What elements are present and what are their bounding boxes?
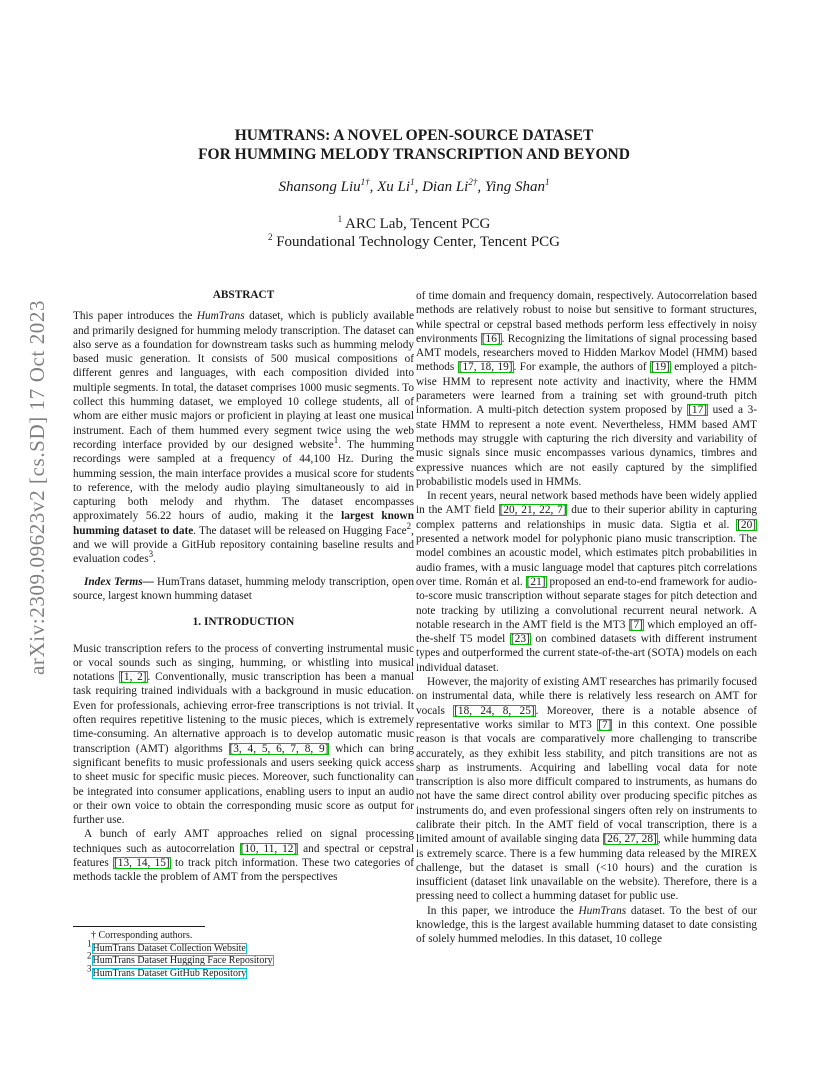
title-line-2: FOR HUMMING MELODY TRANSCRIPTION AND BEYOND: [198, 146, 630, 163]
body-paragraph: In this paper, we introduce the HumTrans dataset. To the best of our knowledge, this is the largest available humming dataset to date consisting of solely hummed melodies. In this dataset, 10 college: [416, 904, 757, 946]
author-affil-mark: 1: [410, 177, 415, 187]
author-affil-mark: 1†: [360, 177, 370, 187]
affiliation-mark: 2: [267, 232, 273, 242]
footnotes: [73, 926, 414, 980]
citation-link[interactable]: [20]: [737, 518, 756, 531]
title-line-1: HUMTRANS: A NOVEL OPEN-SOURCE DATASET: [234, 127, 594, 144]
citation-link[interactable]: [7]: [629, 618, 643, 631]
author-affil-mark: 1: [544, 177, 550, 187]
citation-link[interactable]: [16]: [481, 332, 501, 345]
dataset-name: HumTrans: [578, 904, 627, 917]
author-name: Dian Li: [422, 179, 469, 195]
affiliation-mark: 1: [337, 214, 343, 224]
index-terms: Index Terms— HumTrans dataset, humming melody transcription, open source, largest known humming dataset: [73, 575, 414, 602]
author-name: Ying Shan: [484, 179, 545, 195]
emphasis-text: largest known humming dataset to date: [73, 510, 414, 537]
footnote-1: $^1$HumTrans Dataset Collection Website: [87, 938, 246, 954]
citation-link[interactable]: [10, 11, 12]: [240, 842, 298, 855]
citation-link[interactable]: [13, 14, 15]: [114, 856, 170, 869]
affiliation-text: ARC Lab, Tencent PCG: [345, 216, 491, 232]
footnote-corresponding: † Corresponding authors.: [91, 930, 193, 941]
index-terms-label: Index Terms—: [84, 575, 154, 588]
citation-link[interactable]: [7]: [598, 718, 612, 731]
author-affil-mark: 2†: [468, 177, 478, 187]
citation-link[interactable]: [21]: [526, 575, 546, 588]
intro-paragraph: A bunch of early AMT approaches relied on signal processing techniques such as autocorrelation [10, 11, 12] and spectral or cepstral features [13, 14, 15] to track pitch information. These two categories of methods tackle the problem of AMT from the perspectives: [73, 828, 414, 884]
citation-link[interactable]: [17, 18, 19]: [458, 361, 513, 374]
footnote-mark[interactable]: 2: [406, 520, 412, 531]
abstract-text: This paper introduces the HumTrans dataset, which is publicly available and primarily designed for humming melody transcription. The dataset can also serve as a foundation for downstream tasks such as humming melody based music generation. It consists of 500 musical compositions of different genres and languages, with each composition divided into multiple segments. In total, the dataset comprises 1000 music segments. To collect this humming dataset, we employed 10 college students, all of whom are either music majors or proficient in playing at least one musical instrument. Each of them hummed every segment twice using the web recording interface provided by our designed website$^1$. The humming recordings were sampled at a frequency of 44,100 Hz. During the humming session, the main interface provides a musical score for students to reference, with the melody audio playing simultaneously to aid in capturing both melody and rhythm. The dataset encompasses approximately 56.22 hours of audio, making it the largest known humming dataset to date. The dataset will be released on Hugging Face$^2$, and we will provide a GitHub repository containing baseline results and evaluation codes$^3$.: [73, 310, 415, 566]
intro-paragraph: Music transcription refers to the process of converting instrumental music or vocal sounds such as singing, humming, or whistling into musical notations [1, 2]. Conventionally, music transcription has been a manual task requiring trained individuals with a background in music education. Even for professionals, achieving error-free transcriptions is not trivial. It often requires repetitive listening to the music pieces, which is extremely time-consuming. An alternative approach is to develop automatic music transcription (AMT) algorithms [3, 4, 5, 6, 7, 8, 9] which can bring significant benefits to music professionals and users seeking quick access to sheet music for specific music pieces. Moreover, such functionality can be integrated into consumer applications, enabling users to input an audio or their own voice to obtain the corresponding music score as output for further use.: [73, 642, 414, 827]
citation-link[interactable]: [20, 21, 22, 7]: [499, 504, 567, 517]
footnote-mark[interactable]: 1: [333, 435, 339, 446]
affiliation-2: [60, 234, 768, 251]
citation-link[interactable]: [19]: [651, 361, 670, 374]
affiliation-text: Foundational Technology Center, Tencent PCG: [276, 234, 561, 250]
right-column: [416, 289, 757, 947]
paper-title: [60, 126, 768, 164]
body-paragraph: of time domain and frequency domain, respectively. Autocorrelation based methods are relatively robust to noise but sensitive to formant structures, while spectral or cepstral based methods perform less effectively in noisy environments [16]. Recognizing the limitations of signal processing based AMT models, researchers moved to Hidden Markov Model (HMM) based methods [17, 18, 19]. For example, the authors of [19] employed a pitch-wise HMM to represent note activity and inactivity, where the HMM parameters were learned from a training set with ground-truth pitch information. A multi-pitch detection system proposed by [17] used a 3-state HMM to represent a note event. Nevertheless, HMM based AMT methods may struggle with capturing the rich diversity and variability of music signals since music encompasses various dynamics, timbres and expressive nuances which are not easily captured by the simplified probabilistic models used in HMMs.: [416, 290, 758, 488]
body-paragraph: In recent years, neural network based methods have been widely applied in the AMT field [20, 21, 22, 7] due to their superior ability in capturing complex patterns and relationships in music data. Sigtia et al. [20] presented a network model for polyphonic piano music transcription. The model combines an acoustic model, which estimates pitch probabilities in audio frames, with a music language model that captures pitch correlations over time. Román et al. [21] proposed an end-to-end framework for audio-to-score music transcription without separate stages for pitch detection and note tracking by utilizing a convolutional recurrent neural network. A notable research in the AMT field is the MT3 [7] which employed an off-the-shelf T5 model [23] on combined datasets with different instrument types and outperformed the current state-of-the-art (SOTA) models on each individual dataset.: [416, 490, 758, 674]
huggingface-link[interactable]: HumTrans Dataset Hugging Face Repository: [92, 955, 273, 966]
citation-link[interactable]: [18, 24, 8, 25]: [454, 704, 535, 717]
citation-link[interactable]: [26, 27, 28]: [603, 833, 657, 846]
arxiv-identifier: arXiv:2309.09623v2 [cs.SD] 17 Oct 2023: [25, 299, 49, 675]
footnote-divider: [73, 926, 205, 927]
footnote-3: $^3$HumTrans Dataset GitHub Repository: [87, 963, 247, 979]
citation-link[interactable]: [17]: [688, 404, 707, 417]
section-heading-introduction: 1. INTRODUCTION: [192, 616, 295, 629]
dataset-name: HumTrans: [196, 310, 245, 323]
affiliation-1: [60, 216, 768, 233]
citation-link[interactable]: [3, 4, 5, 6, 7, 8, 9]: [229, 742, 329, 755]
website-link[interactable]: HumTrans Dataset Collection Website: [92, 942, 246, 954]
footnote-mark[interactable]: 3: [148, 549, 154, 560]
author-name: Shansong Liu: [278, 179, 361, 195]
author-name: Xu Li: [377, 179, 411, 195]
citation-link[interactable]: [23]: [510, 633, 530, 646]
left-column: [73, 288, 414, 885]
author-list: Shansong Liu$^{1\dagger}$, Xu Li$^1$, Dian $Li^{2\dagger}$, Ying Shan$^1$: [278, 177, 550, 195]
citation-link[interactable]: [1, 2]: [120, 671, 147, 684]
github-link[interactable]: HumTrans Dataset GitHub Repository: [92, 967, 247, 979]
abstract-heading: ABSTRACT: [212, 289, 275, 301]
body-paragraph: However, the majority of existing AMT researches has primarily focused on instrumental data, while there is relatively less research on AMT for vocals [18, 24, 8, 25]. Moreover, there is a notable absence of representative works similar to MT3 [7] in this context. One possible reason is that vocals are comparatively more challenging to transcribe accurately, as they exhibit less stability, and pitch transitions are not as sharp as instruments. Acquiring and labelling vocal data for note transcription is also more difficult compared to instruments, as humans do not have the same direct control ability over producing specific pitches as instruments do, and even professional singers often rely on instruments to calibrate their pitch. In the AMT field of vocal transcription, there is a limited amount of available singing data [26, 27, 28], while humming data is extremely scarce. There is a few humming data released by the MIREX challenge, but the dataset is small (<10 hours) and the curation is insufficient (dataset link unavailable on the website). Therefore, there is a pressing need to collect a humming dataset for public use.: [416, 676, 758, 903]
footnote-2: $^2$HumTrans Dataset Hugging Face Repository: [87, 950, 273, 966]
